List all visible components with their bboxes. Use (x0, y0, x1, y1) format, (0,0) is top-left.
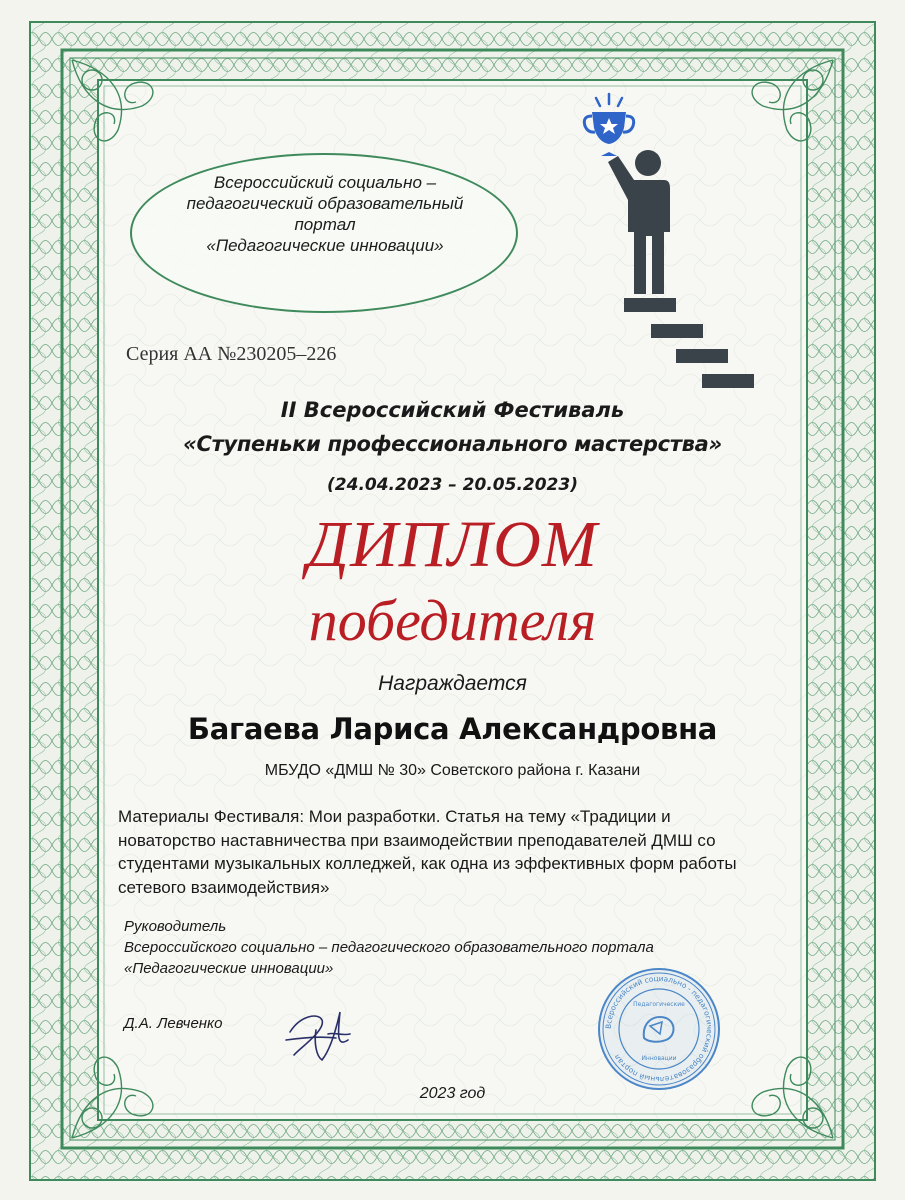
leader-line: «Педагогические инновации» (124, 960, 334, 977)
recipient-name: Багаева Лариса Александровна (187, 712, 718, 746)
festival-title-line1: II Всероссийский Фестиваль (280, 398, 625, 422)
portal-line: «Педагогические инновации» (206, 236, 444, 255)
leader-line: Всероссийского социально – педагогического образовательного портала (124, 939, 654, 956)
leader-line: Руководитель (124, 918, 227, 935)
issue-year: 2023 год (419, 1085, 486, 1102)
awarded-label: Награждается (378, 672, 527, 695)
stamp-seal-icon (596, 966, 722, 1092)
portal-line: педагогический образовательный (186, 194, 464, 213)
portal-line: Всероссийский социально – (213, 173, 437, 192)
leader-block (124, 916, 654, 979)
materials-line: Материалы Фестиваля: Мои разработки. Статья на тему «Традиции и (118, 807, 671, 826)
festival-dates: (24.04.2023 – 20.05.2023) (327, 475, 578, 495)
materials-line: студентами музыкальных колледжей, как одна из эффективных форм работы (118, 854, 737, 873)
diploma-subtitle: победителя (308, 588, 597, 653)
portal-name-block (140, 172, 510, 256)
diploma-title: ДИПЛОМ (307, 508, 598, 581)
materials-description (118, 805, 798, 899)
signer-name: Д.А. Левченко (124, 1015, 223, 1032)
series-number: Серия АА №230205–226 (126, 343, 337, 365)
materials-line: новаторство наставничества при взаимодействии преподавателей ДМШ со (118, 830, 716, 850)
stamp-top-text: Педагогические (633, 1001, 685, 1008)
materials-line: сетевого взаимодействия» (118, 877, 330, 897)
stamp-bottom-text: Инновации (641, 1055, 677, 1062)
stamp-ring-text: Всероссийский социально - педагогический образовательный портал (603, 973, 715, 1085)
festival-title-line2: «Ступеньки профессионального мастерства» (183, 432, 722, 456)
recipient-organization: МБУДО «ДМШ № 30» Советского района г. Казани (264, 762, 641, 779)
portal-line: портал (294, 215, 356, 234)
